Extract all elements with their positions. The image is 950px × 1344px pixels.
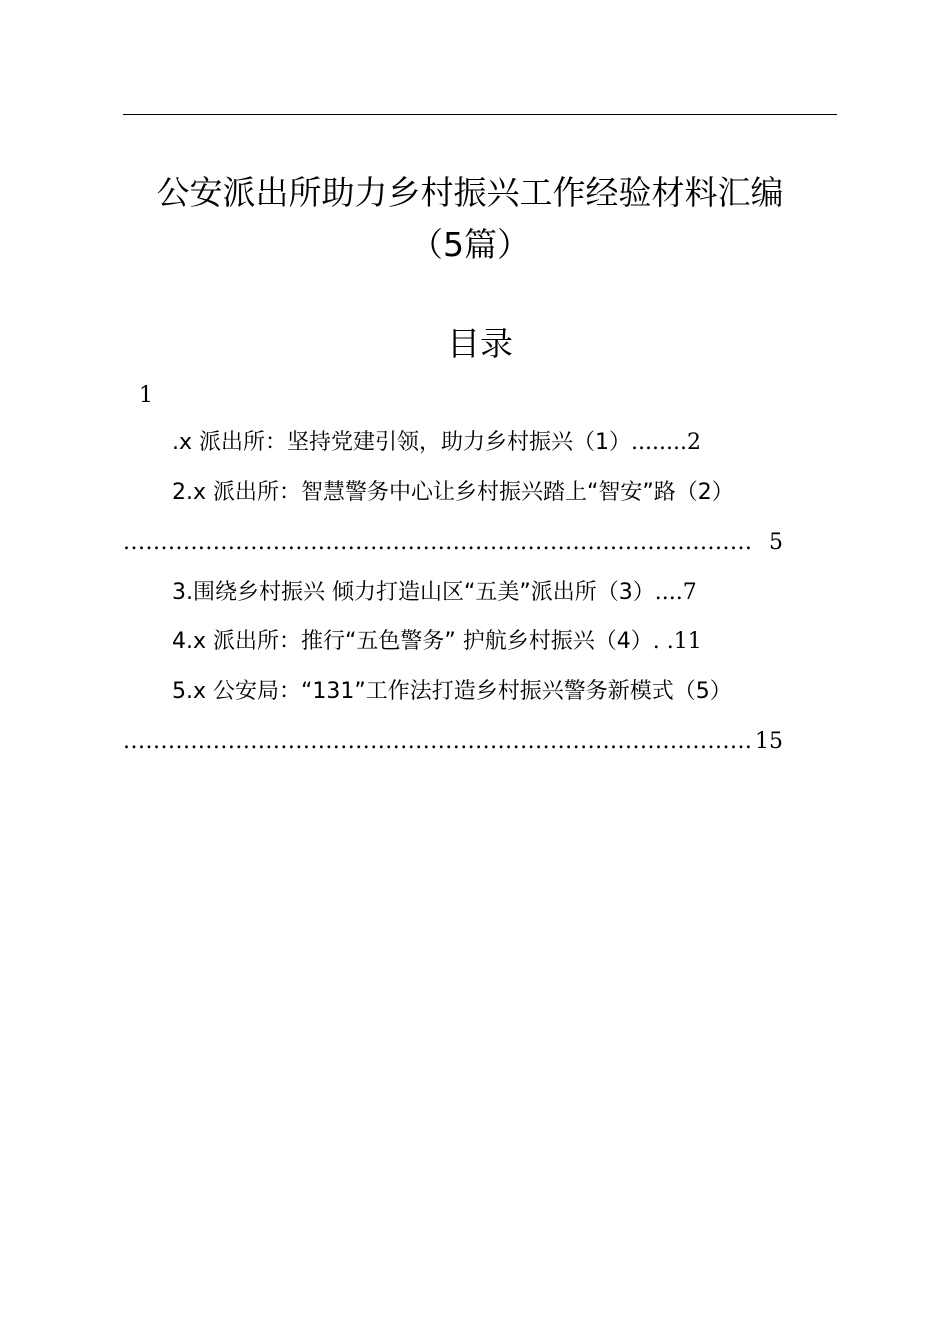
toc-entry-text: .x 派出所：坚持党建引领，助力乡村振兴（1） — [172, 430, 632, 455]
toc-entry-2-leader-line — [123, 528, 783, 558]
toc-entry-page: 7 — [682, 580, 697, 605]
toc-entry-leader: .... — [654, 580, 683, 605]
toc-entry-5[interactable] — [172, 677, 732, 707]
toc-entry-2[interactable] — [172, 478, 734, 508]
toc-entry-leader: .................................................................................... — [123, 530, 753, 555]
toc-entry-page: 2 — [686, 430, 701, 455]
toc-heading: 目录 — [447, 324, 513, 363]
document-title: 公安派出所助力乡村振兴工作经验材料汇编 — [156, 173, 784, 212]
toc-entry-leader: . . — [652, 629, 674, 654]
toc-entry-5-leader-line — [123, 727, 783, 757]
toc-entry-text: 2.x 派出所：智慧警务中心让乡村振兴踏上“智安”路（2） — [172, 480, 734, 505]
toc-entry-page: 5 — [769, 530, 783, 555]
toc-entry-page: 15 — [755, 729, 783, 754]
top-rule — [123, 114, 837, 115]
document-title-count: （5篇） — [410, 225, 530, 264]
toc-entry-4[interactable] — [172, 627, 702, 657]
toc-entry-text: 5.x 公安局：“131”工作法打造乡村振兴警务新模式（5） — [172, 679, 732, 704]
toc-entry-page: 11 — [673, 629, 702, 654]
toc-entry-text: 3.围绕乡村振兴 倾力打造山区“五美”派出所（3） — [172, 580, 655, 605]
toc-entry-1[interactable] — [172, 428, 701, 458]
toc-entry-3[interactable] — [172, 578, 697, 608]
toc-entry-leader: .................................................................................... — [123, 729, 753, 754]
toc-entry-text: 4.x 派出所：推行“五色警务” 护航乡村振兴（4） — [172, 629, 653, 654]
stray-number: 1 — [139, 383, 153, 408]
toc-entry-leader: ........ — [631, 430, 687, 455]
